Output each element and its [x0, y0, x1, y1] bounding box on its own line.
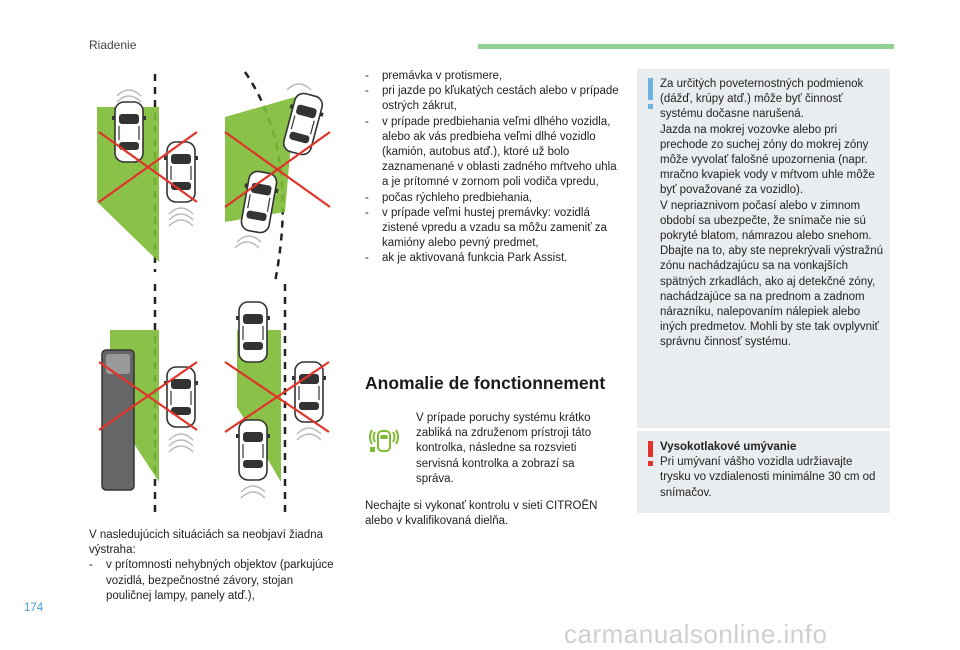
warning-box-content	[660, 440, 885, 501]
list-item-text: pri jazde po kľukatých cestách alebo v prípade ostrých zákrut,	[382, 85, 619, 113]
list-item	[89, 558, 339, 604]
info-icon-dot	[648, 104, 653, 109]
bullet-dash: -	[89, 559, 93, 572]
diagram-truck	[99, 284, 198, 512]
list-item	[365, 206, 625, 252]
warning-title: Vysokotlakové umývanie	[660, 441, 797, 453]
diagram-parked-car	[97, 74, 198, 272]
left-column	[89, 528, 339, 604]
watermark: carmanualsonline.info	[564, 619, 828, 649]
info-box-text: Za určitých poveternostných podmienok (dážď, krúpy atď.) môže byť činnosť systému dočasne narušená. Jazda na mokrej vozovke alebo pri prechode zo suchej zóny do mokrej zóny môže vyvolať falošné upozornenia (napr. mračno kvapiek vody v mŕtvom uhle môže byť považované za vozidlo). V nepriaznivom počasí alebo v zimnom období sa ubezpečte, že snímače nie sú pokryté blatom, námrazou alebo snehom. Dbajte na to, aby ste neprekrývali výstražnú zónu nachádzajúcu sa na vonkajších spätných zrkadlách, ako aj detekčné zóny, nachádzajúce sa na prednom a zadnom nárazníku, nalepovaním nálepiek alebo iných predmetov. Mohli by ste tak ovplyvniť správnu činnosť systému.	[660, 78, 884, 349]
diagrams-area	[85, 62, 385, 522]
list-item-text: v prípade veľmi hustej premávky: vozidlá zistené vpredu a vzadu sa môžu zameniť za kamióny alebo pevný predmet,	[382, 206, 607, 250]
warning-text: Pri umývaní vášho vozidla udržiavajte trysku vo vzdialenosti minimálne 30 cm od snímačov.	[660, 456, 876, 499]
section-title: Riadenie	[89, 38, 137, 52]
list-item-text: v prípade predbiehania veľmi dlhého vozidla, alebo ak vás predbieha veľmi dlhé vozidlo (kamión, autobus atď.), ktoré už bolo zaznamenané v oblasti zadného mŕtveho uhla a je prítomné v zornom poli vodiča vpredu,	[382, 115, 617, 189]
diagram-dense-traffic	[225, 284, 329, 512]
list-item	[365, 69, 625, 84]
list-item	[365, 84, 625, 114]
intro-text: V nasledujúcich situáciách sa neobjaví žiadna výstraha:	[89, 529, 323, 557]
list-item-text: v prítomnosti nehybných objektov (parkujúce vozidlá, bezpečnostné závory, stojan pouličnej lampy, panely atď.),	[106, 559, 334, 602]
list-item-text: ak je aktivovaná funkcia Park Assist.	[382, 252, 568, 265]
list-item	[365, 191, 625, 206]
bullet-dash: -	[365, 85, 369, 98]
list-item	[365, 251, 625, 266]
blind-spot-warning-lamp-icon	[367, 422, 401, 456]
bullet-dash: -	[365, 206, 369, 219]
bullet-dash: -	[365, 191, 369, 204]
bullet-dash: -	[365, 115, 369, 128]
warning-icon-dot	[648, 461, 653, 466]
diagram-curve	[225, 72, 330, 282]
list-item	[365, 115, 625, 191]
header-bar	[478, 44, 894, 49]
list-item-text: premávka v protismere,	[382, 70, 503, 82]
malfunction-text: V prípade poruchy systému krátko zabliká na združenom prístroji táto kontrolka, následne sa rozsvieti servisná kontrolka a zobrazí sa správa.	[416, 412, 592, 485]
malfunction-heading: Anomalie de fonctionnement	[365, 373, 606, 393]
list-item-text: počas rýchleho predbiehania,	[382, 191, 533, 204]
middle-column-list	[365, 69, 625, 267]
bullet-dash: -	[365, 70, 369, 82]
bullet-dash: -	[365, 252, 369, 265]
warning-icon	[648, 441, 653, 457]
page-number: 174	[24, 602, 44, 614]
info-icon	[648, 78, 653, 100]
check-text: Nechajte si vykonať kontrolu v sieti CITROËN alebo v kvalifikovaná dielňa.	[365, 500, 598, 528]
